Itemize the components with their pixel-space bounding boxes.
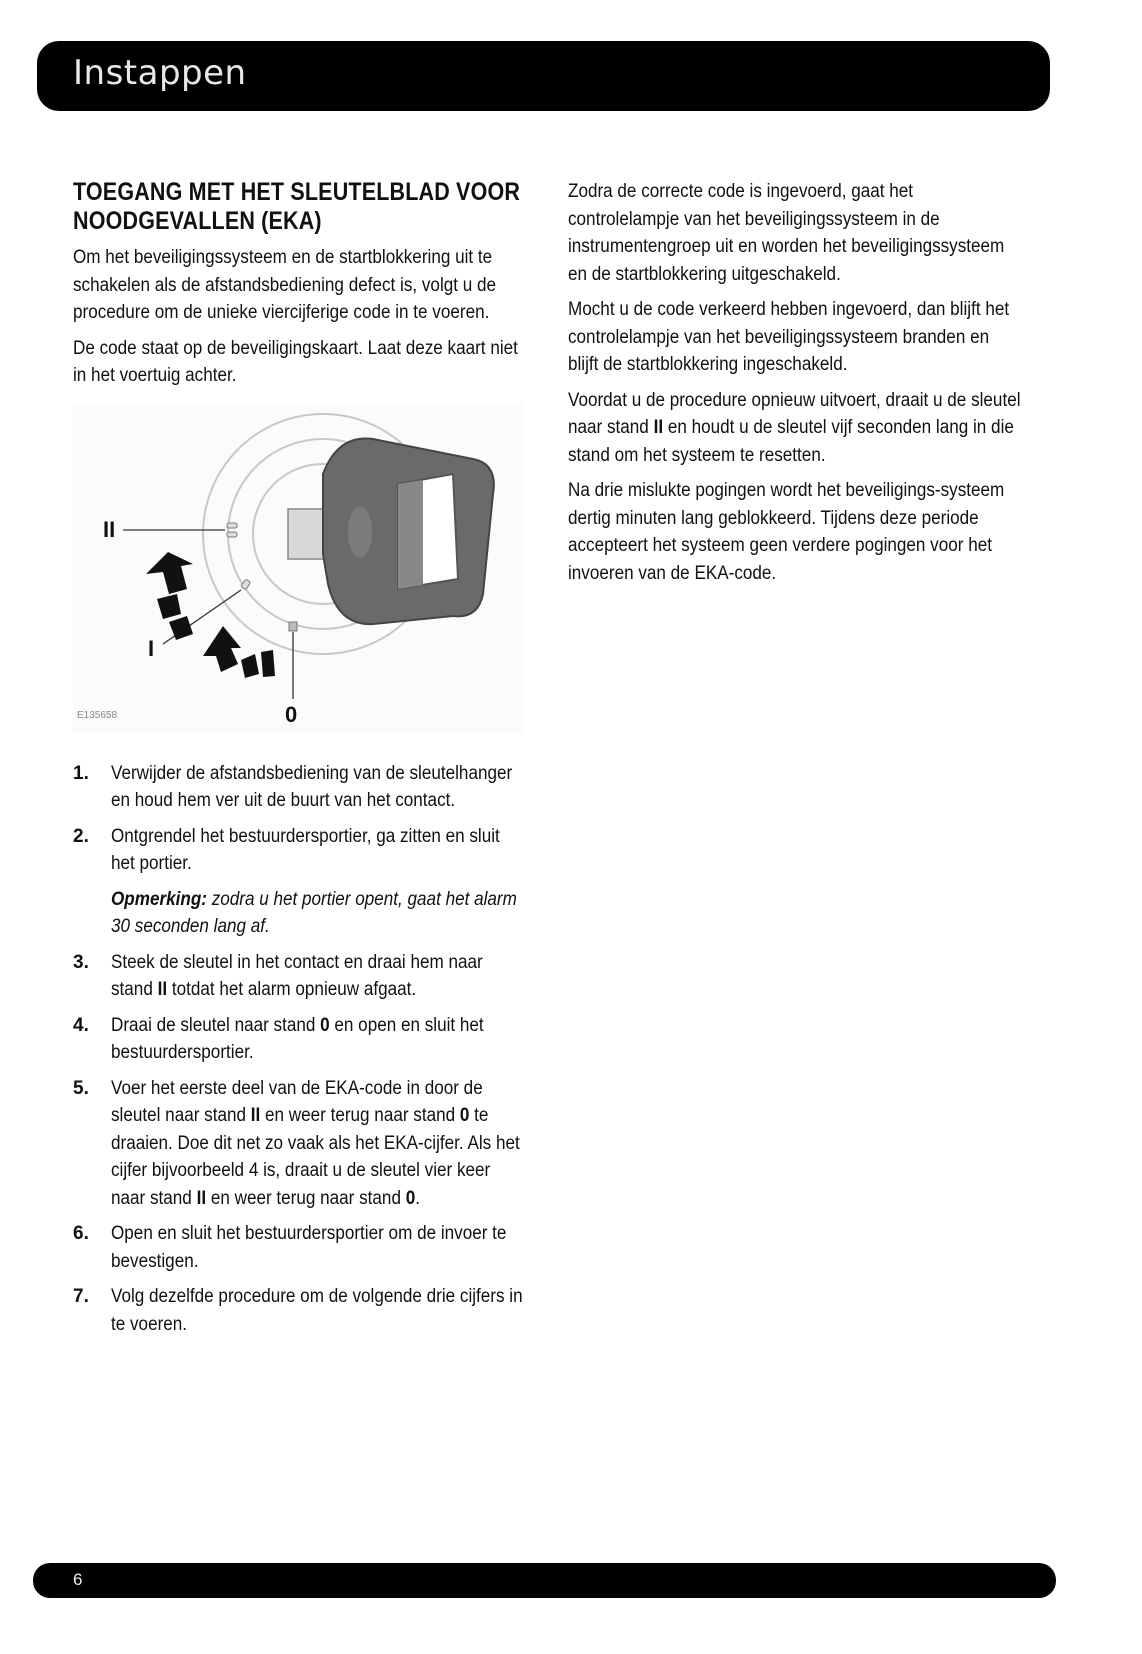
step-number: 6. bbox=[73, 1223, 89, 1244]
intro-paragraph: De code staat op de beveiligingskaart. Laat deze kaart niet in het voertuig achter. bbox=[73, 337, 518, 386]
rotation-arrows bbox=[146, 552, 275, 678]
position-reference: 0 bbox=[459, 1105, 470, 1126]
step-text: Ontgrendel het bestuurdersportier, ga zitten en sluit het portier. bbox=[111, 825, 500, 874]
page-footer-bar bbox=[33, 1563, 1056, 1598]
section-title: TOEGANG MET HET SLEUTELBLAD VOOR NOODGEVALLEN (EKA) bbox=[73, 178, 521, 235]
procedure-step bbox=[73, 760, 523, 815]
body-paragraph: Voordat u de procedure opnieuw uitvoert, draait u de sleutel naar stand II en houdt u de sleutel vijf seconden lang in die stand om het systeem te resetten. bbox=[568, 389, 1021, 466]
position-label-I: I bbox=[148, 635, 155, 661]
key-window-shade bbox=[398, 480, 423, 589]
procedure-step bbox=[73, 1075, 523, 1213]
body-paragraph: Na drie mislukte pogingen wordt het beveiligings-systeem dertig minuten lang geblokkeerd. Tijdens deze periode accepteert het systeem geen verdere pogingen voor het invoeren van de EKA-code. bbox=[568, 480, 1005, 584]
procedure-step bbox=[73, 1283, 523, 1338]
body-paragraph: Zodra de correcte code is ingevoerd, gaat het controlelampje van het beveiligingssysteem in de instrumentengroep uit en worden het beveiligingssysteem en de startblokkering uitgeschakeld. bbox=[568, 181, 1005, 285]
step-text: Steek de sleutel in het contact en draai hem naar stand II totdat het alarm opnieuw afgaat. bbox=[111, 951, 483, 1000]
step-number: 4. bbox=[73, 1014, 89, 1036]
procedure-step bbox=[73, 1012, 523, 1067]
chapter-header-bar bbox=[37, 41, 1050, 111]
step-number: 5. bbox=[73, 1077, 89, 1099]
key-logo bbox=[348, 506, 372, 558]
position-reference: II bbox=[196, 1187, 207, 1209]
right-column bbox=[568, 178, 1023, 595]
position-label-II: II bbox=[103, 516, 116, 542]
position-reference: II bbox=[250, 1105, 261, 1126]
left-column bbox=[73, 178, 523, 1346]
page-number: 6 bbox=[73, 1570, 83, 1589]
body-paragraph: Mocht u de code verkeerd hebben ingevoerd, dan blijft het controlelampje van het beveiligingssysteem branden en blijft de startblokkering ingeschakeld. bbox=[568, 299, 1010, 375]
position-reference: 0 bbox=[405, 1187, 416, 1209]
step-text: Voer het eerste deel van de EKA-code in door de sleutel naar stand II en weer terug naar stand 0 te draaien. Doe dit net zo vaak als het EKA-cijfer. Als het cijfer bijvoorbeeld 4 is, draait u de sleutel vier keer naar stand II en weer terug naar stand 0. bbox=[111, 1077, 520, 1209]
step-number: 3. bbox=[73, 951, 89, 973]
chapter-title: Instappen bbox=[73, 53, 247, 93]
step-number: 1. bbox=[73, 762, 89, 784]
procedure-step bbox=[73, 823, 523, 941]
step-text: Verwijder de afstandsbediening van de sleutelhanger en houd hem ver uit de buurt van het contact. bbox=[111, 762, 513, 811]
key-ignition-figure bbox=[73, 404, 523, 734]
position-label-0: 0 bbox=[285, 701, 298, 727]
step-note: Opmerking: zodra u het portier opent, gaat het alarm 30 seconden lang af. bbox=[111, 888, 517, 937]
step-text: Draai de sleutel naar stand 0 en open en sluit het bestuurdersportier. bbox=[111, 1014, 484, 1063]
step-text: Open en sluit het bestuurdersportier om de invoer te bevestigen. bbox=[111, 1223, 507, 1272]
position-reference: II bbox=[653, 417, 664, 438]
note-label: Opmerking: bbox=[111, 888, 207, 910]
ignition-diagram bbox=[73, 404, 523, 734]
figure-reference-label: E135658 bbox=[77, 710, 118, 721]
position-reference: 0 bbox=[320, 1014, 330, 1036]
procedure-step bbox=[73, 1220, 523, 1275]
procedure-step bbox=[73, 949, 523, 1004]
step-text: Volg dezelfde procedure om de volgende drie cijfers in te voeren. bbox=[111, 1286, 523, 1335]
step-number: 2. bbox=[73, 825, 89, 847]
step-number: 7. bbox=[73, 1286, 89, 1307]
procedure-steps bbox=[73, 760, 523, 1339]
position-reference: II bbox=[157, 979, 168, 1000]
intro-paragraph: Om het beveiligingssysteem en de startblokkering uit te schakelen als de afstandsbediening defect is, volgt u de procedure om de unieke viercijferige code in te voeren. bbox=[73, 247, 497, 323]
